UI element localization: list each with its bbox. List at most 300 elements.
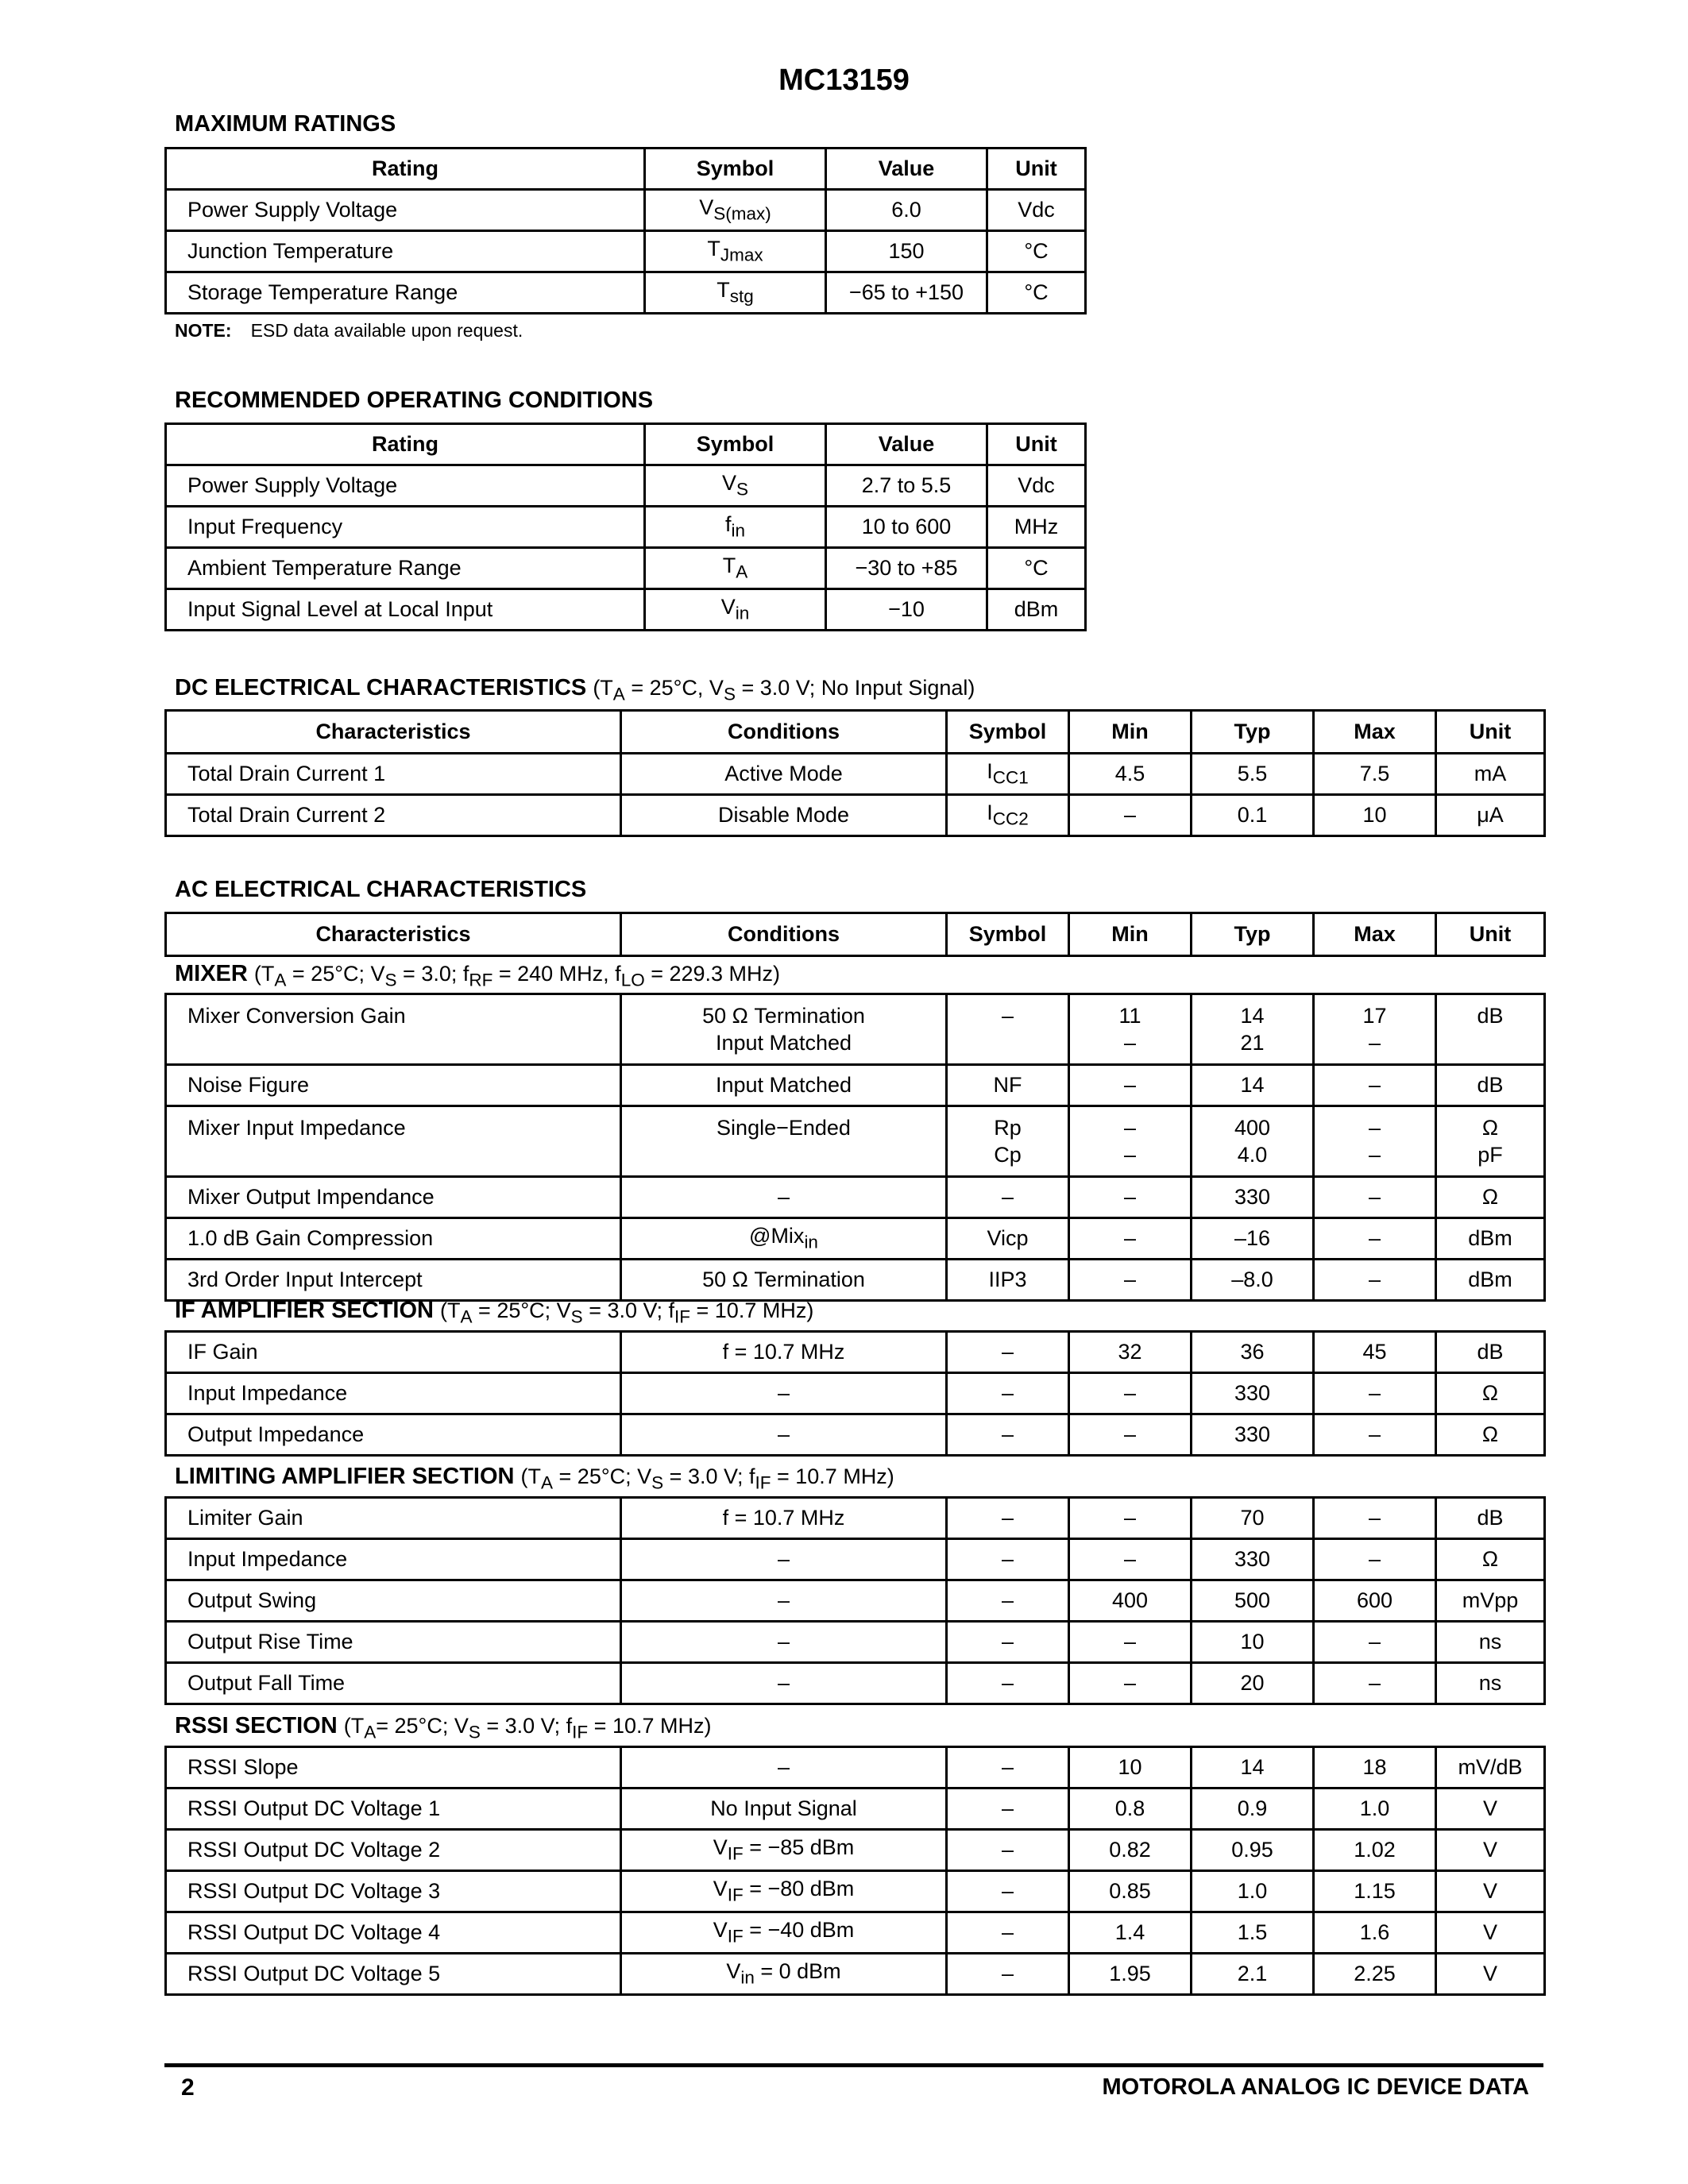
table-row xyxy=(166,1373,1545,1414)
symbol-cell: – xyxy=(947,1622,1069,1663)
table-header-row xyxy=(166,149,1086,190)
unit-cell: MHz xyxy=(987,507,1086,548)
min-cell: 32 xyxy=(1069,1332,1192,1373)
cond-sub: IF xyxy=(727,1843,744,1864)
symbol-cell xyxy=(645,272,826,314)
typ-cell: 14 xyxy=(1192,1065,1314,1106)
char-cell: Mixer Input Impedance xyxy=(166,1106,621,1177)
header-cell: Symbol xyxy=(645,149,826,190)
rec-op-table xyxy=(164,423,1087,631)
symbol-cell xyxy=(947,994,1069,1065)
symbol-text: V xyxy=(721,471,736,496)
rssi-table xyxy=(164,1746,1546,1996)
cond-sub: LO xyxy=(620,970,645,990)
char-cell: Total Drain Current 1 xyxy=(166,754,621,795)
unit-cell: V xyxy=(1436,1912,1545,1954)
table-row xyxy=(166,1414,1545,1456)
header-cell: Value xyxy=(826,424,987,465)
symbol-text: T xyxy=(722,554,736,578)
min-cell: – xyxy=(1069,1498,1192,1539)
cond-part: = 3.0 V; No Input Signal) xyxy=(735,676,975,700)
min-cell xyxy=(1069,1106,1192,1177)
rating-cell: Ambient Temperature Range xyxy=(166,548,645,589)
cond-cell xyxy=(621,1912,947,1954)
typ-cell: 330 xyxy=(1192,1414,1314,1456)
symbol-text: V xyxy=(720,595,736,619)
cond-text: @Mix xyxy=(749,1224,805,1248)
typ-line: 400 xyxy=(1234,1116,1271,1140)
unit-line: Ω xyxy=(1481,1116,1499,1140)
max-cell: – xyxy=(1314,1065,1436,1106)
table-row xyxy=(166,1788,1545,1830)
table-row xyxy=(166,1260,1545,1301)
symbol-cell xyxy=(645,465,826,507)
cond-sub: A xyxy=(364,1722,377,1742)
unit-line: pF xyxy=(1477,1143,1503,1167)
cond-sub: S xyxy=(723,684,736,704)
min-cell: – xyxy=(1069,1177,1192,1218)
symbol-text: V xyxy=(699,195,714,220)
value-cell: 150 xyxy=(826,231,987,272)
cond-cell xyxy=(621,1830,947,1871)
max-ratings-title: MAXIMUM RATINGS xyxy=(175,111,396,137)
footer-publication: MOTOROLA ANALOG IC DEVICE DATA xyxy=(1102,2074,1529,2100)
char-cell: Output Fall Time xyxy=(166,1663,621,1704)
typ-cell: 330 xyxy=(1192,1373,1314,1414)
max-cell: – xyxy=(1314,1177,1436,1218)
table-row xyxy=(166,190,1086,231)
unit-cell: °C xyxy=(987,548,1086,589)
typ-cell: 0.95 xyxy=(1192,1830,1314,1871)
cond-text: V xyxy=(713,1918,728,1943)
unit-cell: ns xyxy=(1436,1622,1545,1663)
min-line: – xyxy=(1123,1031,1137,1055)
min-cell xyxy=(1069,994,1192,1065)
min-cell: 0.85 xyxy=(1069,1871,1192,1912)
mixer-title xyxy=(175,961,780,990)
max-cell: 45 xyxy=(1314,1332,1436,1373)
dc-table xyxy=(164,709,1546,837)
cond-sub: IF xyxy=(572,1722,589,1742)
cond-sub: S xyxy=(384,970,397,990)
symbol-cell: – xyxy=(947,1871,1069,1912)
symbol-cell: – xyxy=(947,1663,1069,1704)
lim-amp-conditions xyxy=(520,1464,894,1493)
cond-cell xyxy=(621,1954,947,1995)
header-cell: Characteristics xyxy=(166,711,621,754)
table-row xyxy=(166,507,1086,548)
cond-part: (T xyxy=(520,1464,542,1488)
min-cell: 0.8 xyxy=(1069,1788,1192,1830)
symbol-sub: S(max) xyxy=(713,203,771,224)
unit-cell: Ω xyxy=(1436,1177,1545,1218)
header-cell: Rating xyxy=(166,149,645,190)
header-cell: Symbol xyxy=(645,424,826,465)
max-cell: 1.0 xyxy=(1314,1788,1436,1830)
char-cell: Limiter Gain xyxy=(166,1498,621,1539)
cond-part: = 25°C; V xyxy=(472,1298,571,1322)
max-cell: 10 xyxy=(1314,795,1436,836)
symbol-cell: – xyxy=(947,1539,1069,1580)
cond-part: = 25°C; V xyxy=(286,962,385,986)
cond-line: 50 Ω Termination xyxy=(702,1004,865,1028)
mixer-title-text: MIXER xyxy=(175,961,248,986)
if-amp-title xyxy=(175,1298,813,1327)
cond-text: = −85 dBm xyxy=(743,1835,855,1860)
symbol-cell: – xyxy=(947,1912,1069,1954)
rating-cell: Power Supply Voltage xyxy=(166,190,645,231)
rating-cell: Input Signal Level at Local Input xyxy=(166,589,645,631)
note xyxy=(175,320,523,341)
header-cell: Typ xyxy=(1192,711,1314,754)
max-cell: – xyxy=(1314,1663,1436,1704)
if-amp-title-text: IF AMPLIFIER SECTION xyxy=(175,1298,434,1323)
mixer-conditions xyxy=(253,962,781,990)
symbol-cell: – xyxy=(947,1177,1069,1218)
typ-cell: 36 xyxy=(1192,1332,1314,1373)
unit-cell xyxy=(1436,994,1545,1065)
cond-text: = −80 dBm xyxy=(743,1877,855,1901)
table-row xyxy=(166,994,1545,1065)
unit-cell: dBm xyxy=(1436,1218,1545,1260)
max-cell: 7.5 xyxy=(1314,754,1436,795)
unit-cell: Ω xyxy=(1436,1373,1545,1414)
table-row xyxy=(166,1218,1545,1260)
cond-sub: in xyxy=(740,1967,755,1988)
page-number: 2 xyxy=(181,2074,195,2101)
min-cell: – xyxy=(1069,795,1192,836)
cond-part: = 3.0 V; f xyxy=(582,1298,675,1322)
max-cell: – xyxy=(1314,1373,1436,1414)
symbol-line: – xyxy=(1001,1004,1014,1028)
cond-cell: No Input Signal xyxy=(621,1788,947,1830)
typ-cell: 1.0 xyxy=(1192,1871,1314,1912)
header-cell: Max xyxy=(1314,913,1436,956)
char-cell: Total Drain Current 2 xyxy=(166,795,621,836)
max-cell xyxy=(1314,994,1436,1065)
cond-sub: S xyxy=(570,1306,583,1327)
cond-cell: – xyxy=(621,1373,947,1414)
typ-cell: 10 xyxy=(1192,1622,1314,1663)
char-cell: Output Swing xyxy=(166,1580,621,1622)
typ-line: 21 xyxy=(1240,1031,1265,1055)
table-header-row xyxy=(166,711,1545,754)
symbol-text: I xyxy=(987,759,993,784)
min-cell: – xyxy=(1069,1260,1192,1301)
cond-sub: IF xyxy=(674,1306,691,1327)
typ-cell: 2.1 xyxy=(1192,1954,1314,1995)
value-cell: −65 to +150 xyxy=(826,272,987,314)
min-line: – xyxy=(1123,1116,1137,1140)
typ-cell xyxy=(1192,994,1314,1065)
cond-sub: S xyxy=(651,1472,664,1493)
table-row xyxy=(166,1830,1545,1871)
cond-cell xyxy=(621,1218,947,1260)
min-cell: 0.82 xyxy=(1069,1830,1192,1871)
symbol-cell xyxy=(947,754,1069,795)
char-cell: Mixer Output Impendance xyxy=(166,1177,621,1218)
char-cell: IF Gain xyxy=(166,1332,621,1373)
rssi-title-text: RSSI SECTION xyxy=(175,1713,338,1738)
symbol-sub: in xyxy=(735,603,750,623)
min-cell: 10 xyxy=(1069,1747,1192,1788)
rssi-conditions xyxy=(343,1714,712,1742)
max-cell: 1.15 xyxy=(1314,1871,1436,1912)
char-cell: 1.0 dB Gain Compression xyxy=(166,1218,621,1260)
char-cell: Output Rise Time xyxy=(166,1622,621,1663)
max-ratings-table xyxy=(164,147,1087,314)
symbol-cell: NF xyxy=(947,1065,1069,1106)
dc-conditions xyxy=(593,676,975,704)
symbol-cell: – xyxy=(947,1788,1069,1830)
header-cell: Symbol xyxy=(947,913,1069,956)
dc-title-text: DC ELECTRICAL CHARACTERISTICS xyxy=(175,675,587,700)
typ-cell: 500 xyxy=(1192,1580,1314,1622)
mixer-table xyxy=(164,993,1546,1302)
table-row xyxy=(166,1871,1545,1912)
cond-cell: f = 10.7 MHz xyxy=(621,1332,947,1373)
table-row xyxy=(166,548,1086,589)
max-cell: 1.6 xyxy=(1314,1912,1436,1954)
header-cell: Typ xyxy=(1192,913,1314,956)
symbol-text: T xyxy=(717,278,730,303)
header-cell: Min xyxy=(1069,711,1192,754)
header-cell: Symbol xyxy=(947,711,1069,754)
min-cell: 400 xyxy=(1069,1580,1192,1622)
symbol-cell: IIP3 xyxy=(947,1260,1069,1301)
typ-cell: 14 xyxy=(1192,1747,1314,1788)
symbol-cell: Vicp xyxy=(947,1218,1069,1260)
typ-cell: 330 xyxy=(1192,1539,1314,1580)
min-cell: – xyxy=(1069,1218,1192,1260)
value-cell: −30 to +85 xyxy=(826,548,987,589)
min-cell: – xyxy=(1069,1414,1192,1456)
max-line: – xyxy=(1368,1116,1381,1140)
max-cell: – xyxy=(1314,1539,1436,1580)
rating-cell: Storage Temperature Range xyxy=(166,272,645,314)
char-cell: RSSI Output DC Voltage 5 xyxy=(166,1954,621,1995)
cond-cell: – xyxy=(621,1580,947,1622)
if-amp-conditions xyxy=(440,1298,814,1327)
cond-part: = 240 MHz, f xyxy=(492,962,621,986)
typ-line: 4.0 xyxy=(1237,1143,1268,1167)
symbol-line: Rp xyxy=(994,1116,1022,1140)
dc-title xyxy=(175,675,975,704)
max-cell: 18 xyxy=(1314,1747,1436,1788)
cond-line: Input Matched xyxy=(715,1031,852,1055)
rssi-title xyxy=(175,1713,711,1742)
min-cell: – xyxy=(1069,1663,1192,1704)
ac-header-table xyxy=(164,912,1546,957)
symbol-cell: – xyxy=(947,1580,1069,1622)
table-row xyxy=(166,1332,1545,1373)
cond-cell xyxy=(621,1106,947,1177)
typ-line: 14 xyxy=(1240,1004,1265,1028)
unit-cell: V xyxy=(1436,1954,1545,1995)
symbol-text: f xyxy=(724,512,732,537)
typ-cell: –16 xyxy=(1192,1218,1314,1260)
table-row xyxy=(166,231,1086,272)
rating-cell: Power Supply Voltage xyxy=(166,465,645,507)
lim-amp-title xyxy=(175,1464,894,1493)
char-cell: RSSI Output DC Voltage 3 xyxy=(166,1871,621,1912)
cond-part: = 3.0 V; f xyxy=(480,1714,573,1738)
table-row xyxy=(166,1912,1545,1954)
header-cell: Characteristics xyxy=(166,913,621,956)
unit-cell: ns xyxy=(1436,1663,1545,1704)
cond-part: = 25°C; V xyxy=(376,1714,469,1738)
header-cell: Rating xyxy=(166,424,645,465)
char-cell: Input Impedance xyxy=(166,1539,621,1580)
cond-cell: – xyxy=(621,1747,947,1788)
cond-part: (T xyxy=(593,676,613,700)
typ-cell: 330 xyxy=(1192,1177,1314,1218)
cond-text: = −40 dBm xyxy=(743,1918,855,1943)
max-cell: – xyxy=(1314,1622,1436,1663)
table-row xyxy=(166,272,1086,314)
lim-amp-title-text: LIMITING AMPLIFIER SECTION xyxy=(175,1464,515,1489)
unit-cell: dB xyxy=(1436,1065,1545,1106)
char-cell: Noise Figure xyxy=(166,1065,621,1106)
table-row xyxy=(166,1747,1545,1788)
table-row xyxy=(166,1106,1545,1177)
symbol-cell xyxy=(947,795,1069,836)
min-line: – xyxy=(1123,1143,1137,1167)
cond-sub: A xyxy=(460,1306,473,1327)
unit-cell: Vdc xyxy=(987,465,1086,507)
typ-cell: –8.0 xyxy=(1192,1260,1314,1301)
note-label: NOTE: xyxy=(175,320,232,341)
table-row xyxy=(166,795,1545,836)
cond-text: = 0 dBm xyxy=(754,1959,841,1984)
unit-cell: V xyxy=(1436,1871,1545,1912)
cond-part: = 25°C, V xyxy=(624,676,724,700)
cond-sub: IF xyxy=(727,1926,744,1947)
symbol-cell: – xyxy=(947,1414,1069,1456)
footer-divider xyxy=(164,2063,1543,2067)
symbol-cell xyxy=(645,231,826,272)
symbol-line: Cp xyxy=(994,1143,1022,1167)
cond-cell xyxy=(621,994,947,1065)
ac-title: AC ELECTRICAL CHARACTERISTICS xyxy=(175,877,587,902)
unit-cell: mVpp xyxy=(1436,1580,1545,1622)
table-row xyxy=(166,1177,1545,1218)
table-header-row xyxy=(166,424,1086,465)
unit-line: dB xyxy=(1477,1004,1504,1028)
typ-cell: 0.9 xyxy=(1192,1788,1314,1830)
max-cell: 600 xyxy=(1314,1580,1436,1622)
typ-cell: 20 xyxy=(1192,1663,1314,1704)
symbol-cell xyxy=(645,548,826,589)
typ-cell: 5.5 xyxy=(1192,754,1314,795)
min-cell: 1.95 xyxy=(1069,1954,1192,1995)
symbol-text: I xyxy=(987,801,993,825)
value-cell: −10 xyxy=(826,589,987,631)
unit-cell: Ω xyxy=(1436,1539,1545,1580)
symbol-sub: in xyxy=(731,520,746,541)
value-cell: 6.0 xyxy=(826,190,987,231)
symbol-sub: A xyxy=(736,561,748,582)
cond-sub: A xyxy=(612,684,625,704)
cond-part: (T xyxy=(440,1298,461,1322)
table-row xyxy=(166,754,1545,795)
table-row xyxy=(166,1954,1545,1995)
table-row xyxy=(166,1498,1545,1539)
header-cell: Unit xyxy=(1436,913,1545,956)
unit-cell: dBm xyxy=(987,589,1086,631)
header-cell: Unit xyxy=(1436,711,1545,754)
min-cell: – xyxy=(1069,1065,1192,1106)
max-ratings-body xyxy=(166,190,1086,314)
unit-cell: V xyxy=(1436,1830,1545,1871)
unit-cell: °C xyxy=(987,231,1086,272)
min-line: 11 xyxy=(1118,1004,1141,1028)
cond-part: (T xyxy=(253,962,275,986)
unit-cell: μA xyxy=(1436,795,1545,836)
header-cell: Min xyxy=(1069,913,1192,956)
max-cell: – xyxy=(1314,1498,1436,1539)
max-line: 17 xyxy=(1362,1004,1387,1028)
rating-cell: Junction Temperature xyxy=(166,231,645,272)
symbol-sub: CC1 xyxy=(992,767,1029,788)
cond-cell: Input Matched xyxy=(621,1065,947,1106)
symbol-sub: CC2 xyxy=(992,808,1029,829)
cond-sub: S xyxy=(468,1722,481,1742)
table-row xyxy=(166,1065,1545,1106)
cond-cell: – xyxy=(621,1539,947,1580)
unit-cell xyxy=(1436,1106,1545,1177)
symbol-cell: – xyxy=(947,1954,1069,1995)
table-row xyxy=(166,1580,1545,1622)
typ-cell xyxy=(1192,1106,1314,1177)
cond-text: V xyxy=(713,1835,728,1860)
cond-part: (T xyxy=(343,1714,365,1738)
cond-sub: IF xyxy=(755,1472,771,1493)
header-cell: Conditions xyxy=(621,711,947,754)
cond-text: V xyxy=(726,1959,741,1984)
min-cell: – xyxy=(1069,1373,1192,1414)
table-row xyxy=(166,1622,1545,1663)
if-amp-table xyxy=(164,1330,1546,1457)
symbol-sub: Jmax xyxy=(720,245,763,265)
char-cell: RSSI Output DC Voltage 4 xyxy=(166,1912,621,1954)
cond-part: = 10.7 MHz) xyxy=(588,1714,712,1738)
char-cell: RSSI Slope xyxy=(166,1747,621,1788)
cond-sub: A xyxy=(274,970,287,990)
cond-cell: – xyxy=(621,1414,947,1456)
cond-cell: 50 Ω Termination xyxy=(621,1260,947,1301)
symbol-cell xyxy=(947,1106,1069,1177)
max-cell: – xyxy=(1314,1414,1436,1456)
min-cell: – xyxy=(1069,1622,1192,1663)
lim-amp-table xyxy=(164,1496,1546,1705)
unit-cell: dBm xyxy=(1436,1260,1545,1301)
cond-line: Single−Ended xyxy=(717,1116,851,1140)
max-line: – xyxy=(1368,1143,1381,1167)
symbol-cell: – xyxy=(947,1498,1069,1539)
max-cell: 2.25 xyxy=(1314,1954,1436,1995)
unit-cell: V xyxy=(1436,1788,1545,1830)
cond-cell: – xyxy=(621,1622,947,1663)
rec-op-title: RECOMMENDED OPERATING CONDITIONS xyxy=(175,388,654,413)
cond-part: = 10.7 MHz) xyxy=(771,1464,894,1488)
unit-cell: Ω xyxy=(1436,1414,1545,1456)
min-cell: 1.4 xyxy=(1069,1912,1192,1954)
cond-sub: A xyxy=(541,1472,554,1493)
max-cell: – xyxy=(1314,1218,1436,1260)
cond-sub: in xyxy=(804,1232,818,1252)
cond-part: = 3.0 V; f xyxy=(663,1464,755,1488)
